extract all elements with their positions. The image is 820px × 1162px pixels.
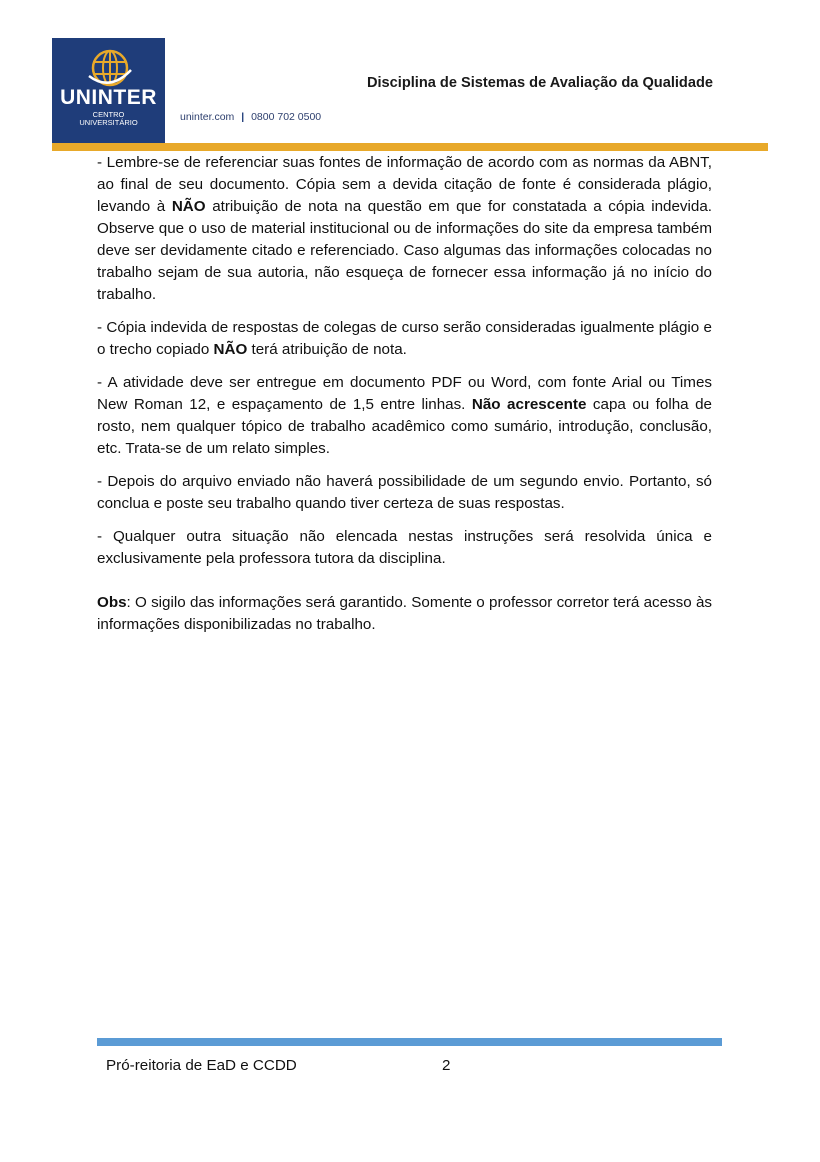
logo-sub-line1: CENTRO xyxy=(92,110,125,119)
paragraph-copying xyxy=(97,317,712,361)
header-divider xyxy=(52,143,768,151)
document-body xyxy=(97,152,712,647)
contact-separator: | xyxy=(241,111,245,123)
paragraph-obs xyxy=(97,592,712,636)
paragraph-text: - A atividade deve ser entregue em documento PDF ou Word, com fonte Arial ou Times New Roman 12, e espaçamento de 1,5 entre linhas. xyxy=(97,374,712,413)
document-title: Disciplina de Sistemas de Avaliação da Qualidade xyxy=(366,75,713,91)
site-link[interactable]: uninter.com xyxy=(180,111,235,123)
footer-divider xyxy=(97,1038,722,1046)
contact-info xyxy=(180,111,321,123)
emphasis: NÃO xyxy=(171,198,206,215)
paragraph-text: atribuição de nota na questão em que for constatada a cópia indevida. Observe que o uso de material institucional ou de informações do site da empresa também deve ser devidamente citado e referenciado. Caso algumas das informações colocadas no trabalho sejam de sua autoria, não esqueça de fornecer essa informação já no início do trabalho. xyxy=(97,198,712,303)
logo-wordmark: UNINTER xyxy=(60,86,157,109)
emphasis: NÃO xyxy=(213,341,248,358)
obs-label: Obs xyxy=(97,594,127,611)
paragraph-text: terá atribuição de nota. xyxy=(247,341,407,358)
page-number: 2 xyxy=(442,1057,451,1074)
footer-department: Pró-reitoria de EaD e CCDD xyxy=(106,1057,297,1074)
globe-icon xyxy=(85,46,135,90)
phone-number: 0800 702 0500 xyxy=(251,111,322,123)
paragraph-other-situations: - Qualquer outra situação não elencada nestas instruções será resolvida única e exclusivamente pela professora tutora da disciplina. xyxy=(97,528,712,567)
paragraph-submission: - Depois do arquivo enviado não haverá possibilidade de um segundo envio. Portanto, só conclua e poste seu trabalho quando tiver certeza de suas respostas. xyxy=(97,473,712,512)
obs-text: : O sigilo das informações será garantido. Somente o professor corretor terá acesso às informações disponibilizadas no trabalho. xyxy=(97,594,712,633)
paragraph-format xyxy=(97,372,712,460)
paragraph-text: - Lembre-se de referenciar suas fontes de informação de acordo com as normas da ABNT, ao final de seu documento. Cópia sem a devida citação de fonte é considerada plágio, levando à xyxy=(97,154,712,215)
paragraph-text: capa ou folha de rosto, nem qualquer tópico de trabalho acadêmico como sumário, introdução, conclusão, etc. Trata-se de um relato simples. xyxy=(97,396,712,457)
paragraph-text: - Cópia indevida de respostas de colegas de curso serão consideradas igualmente plágio e o trecho copiado xyxy=(97,319,712,358)
emphasis: Não acrescente xyxy=(471,396,587,413)
paragraph-references xyxy=(97,152,712,306)
logo-subtitle xyxy=(52,111,165,127)
logo-sub-line2: UNIVERSITÁRIO xyxy=(79,118,138,127)
uninter-logo xyxy=(52,38,165,144)
